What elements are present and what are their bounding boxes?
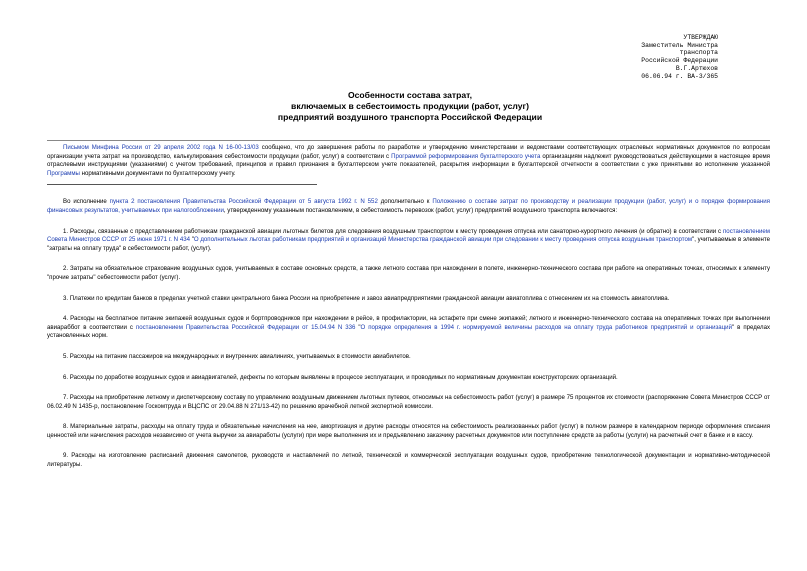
intro-paragraph: [47, 198, 770, 215]
approval-line: Российской Федерации: [641, 57, 718, 65]
title-line: Особенности состава затрат,: [347, 90, 473, 100]
item-text: ", учитываемые в элементе "затраты на оплату труда" в себестоимости работ, (услуг).: [47, 236, 771, 252]
approval-line: Заместитель Министра: [641, 41, 718, 49]
item-3: 3. Платежи по кредитам банков в пределах учетной ставки центрального банка России на приобретение и завоз авиапредприятиями гражданской авиации авиатоплива с отнесением их на стоимость авиатоплива.: [63, 294, 670, 302]
note-divider-top: [47, 140, 770, 141]
note-text: нормативными документами по бухгалтерскому учету.: [79, 169, 236, 177]
document-body: [47, 140, 770, 470]
editorial-note: [47, 144, 770, 178]
link-reform-program[interactable]: Программой реформирования бухгалтерского учета: [391, 152, 541, 160]
item-8: 8. Материальные затраты, расходы на оплату труда и обязательные начисления на нее, амортизация и другие расходы относятся на себестоимость реализованных работ (услуг) в полном размере в календарном периоде оформления списания ценностей или начисления расходов независимо от учета выручки за авиаработы (услуги) при мере выполнения их и предъявлению заказчику расчетных документов или поступление средств за работы (услуги) на расчетный счет в банке и в кассу.: [47, 423, 770, 439]
document-title: [60, 90, 760, 123]
note-divider-bottom: [47, 184, 317, 185]
link-resolution-434[interactable]: постановлением Совета Министров СССР от 25 июня 1971 г. N 434: [47, 227, 770, 244]
item-text: 4. Расходы на бесплатное питание экипажей воздушных судов и бортпроводников при нахождении в рейсе, в профилактории, на эстафете при смене экипажей; летного и инженерно-технического состава на оперативных точках при выполнении авиараббот в соответствии с: [47, 315, 770, 331]
approval-line: В.Г.Артюхов: [675, 64, 718, 72]
link-benefits-title[interactable]: О дополнительных льготах работникам предприятий и организаций Министерства гражданской авиации при следовании к месту проведения отпуска воздушным транспортом: [193, 236, 693, 244]
approval-block: [538, 34, 718, 80]
item-text: " в пределах установленных норм.: [47, 323, 771, 340]
item-2: 2. Затраты на обязательное страхование воздушных судов, учитываемых в составе основных средств, а также летного состава при нахождении в полете, инженерно-технического состава при работе на оперативных точках, относимых к элементу "прочие затраты" себестоимости работ (услуг).: [47, 265, 770, 281]
approval-line: транспорта: [679, 49, 718, 57]
intro-text: дополнительно к: [377, 198, 433, 206]
note-text: сообщено, что до завершения работы по разработке и утверждению министерствами и ведомствами соответствующих отраслевых нормативных документов по вопросам организации учета затрат на производство, калькулирования себестоимости продукции (работ, услуг) в соответствии с: [47, 144, 770, 160]
item-5: 5. Расходы на питание пассажиров на международных и внутренних авиалиниях, учитываемых в стоимости авиабилетов.: [63, 352, 411, 360]
approval-line: УТВЕРЖДАЮ: [683, 34, 718, 41]
note-text: организациям надлежит руководствоваться действующими в настоящее время отраслевыми инструкциями (указаниями) с учетом требований, принципов и правил признания в бухгалтерском учете показателей, раскрытия информации в бухгалтерской отчетности в соответствии с уже принятыми во исполнение указанной: [47, 152, 770, 169]
item-9: 9. Расходы на изготовление расписаний движения самолетов, руководств и наставлений по летной, технической и коммерческой эксплуатации воздушных судов, приобретение технологической документации и нормативно-методической литературы.: [47, 452, 770, 469]
intro-text: Во исполнение: [63, 198, 110, 206]
item-text: 1. Расходы, связанные с представлением работникам гражданской авиации льготных билетов для следования воздушным транспортом к месту проведения отпуска или санаторно-курортного лечения (и обратно) в соответствии с: [63, 227, 723, 235]
item-4: [47, 315, 770, 341]
item-1: [47, 228, 770, 254]
item-6: 6. Расходы по доработке воздушных судов и авиадвигателей, дефекты по которым выявлены в процессе эксплуатации, и проводимых по нормативным документам конструкторских организаций.: [63, 373, 618, 381]
link-program[interactable]: Программы: [47, 169, 80, 177]
link-wage-norm-title[interactable]: О порядке определения в 1994 г. нормируемой величины расходов на оплату труда работников предприятий и организаций: [360, 323, 732, 331]
item-7: 7. Расходы на приобретение летному и диспетчерскому составу по управлению воздушным движением льготных путевок, относимых на себестоимость работ (услуг) в размере 75 процентов их стоимости (распоряжение Совета Министров СССР от 06.02.49 N 1435-р, постановление Госкомтруда и ВЦСПС от 29.04.88 N 271/13-42) по решению врачебной летной экспертной комиссии.: [47, 394, 770, 410]
approval-line: 06.06.94 г. ВА-3/365: [641, 72, 718, 80]
link-minfin-letter[interactable]: Письмом Минфина России от 29 апреля 2002 года N 16-00-13/03: [63, 144, 259, 151]
link-cost-regulation[interactable]: Положению о составе затрат по производству и реализации продукции (работ, услуг) и о порядке формирования финансовых результатов, учитываемых при налогообложении: [47, 198, 770, 214]
link-resolution-336[interactable]: постановлением Правительства Российской Федерации от 15.04.94 N 336: [135, 323, 356, 331]
item-text: ": [189, 236, 194, 244]
intro-text: , утвержденному указанным постановлением, в себестоимость перевозок (работ, услуг) предприятий воздушного транспорта включаются:: [223, 206, 618, 214]
title-line: предприятий воздушного транспорта Российской Федерации: [277, 112, 543, 122]
item-text: ": [355, 323, 361, 331]
link-resolution-552[interactable]: пункта 2 постановления Правительства Российской Федерации от 5 августа 1992 г. N 552: [109, 198, 378, 206]
title-line: включаемых в себестоимость продукции (работ, услуг): [291, 101, 529, 111]
